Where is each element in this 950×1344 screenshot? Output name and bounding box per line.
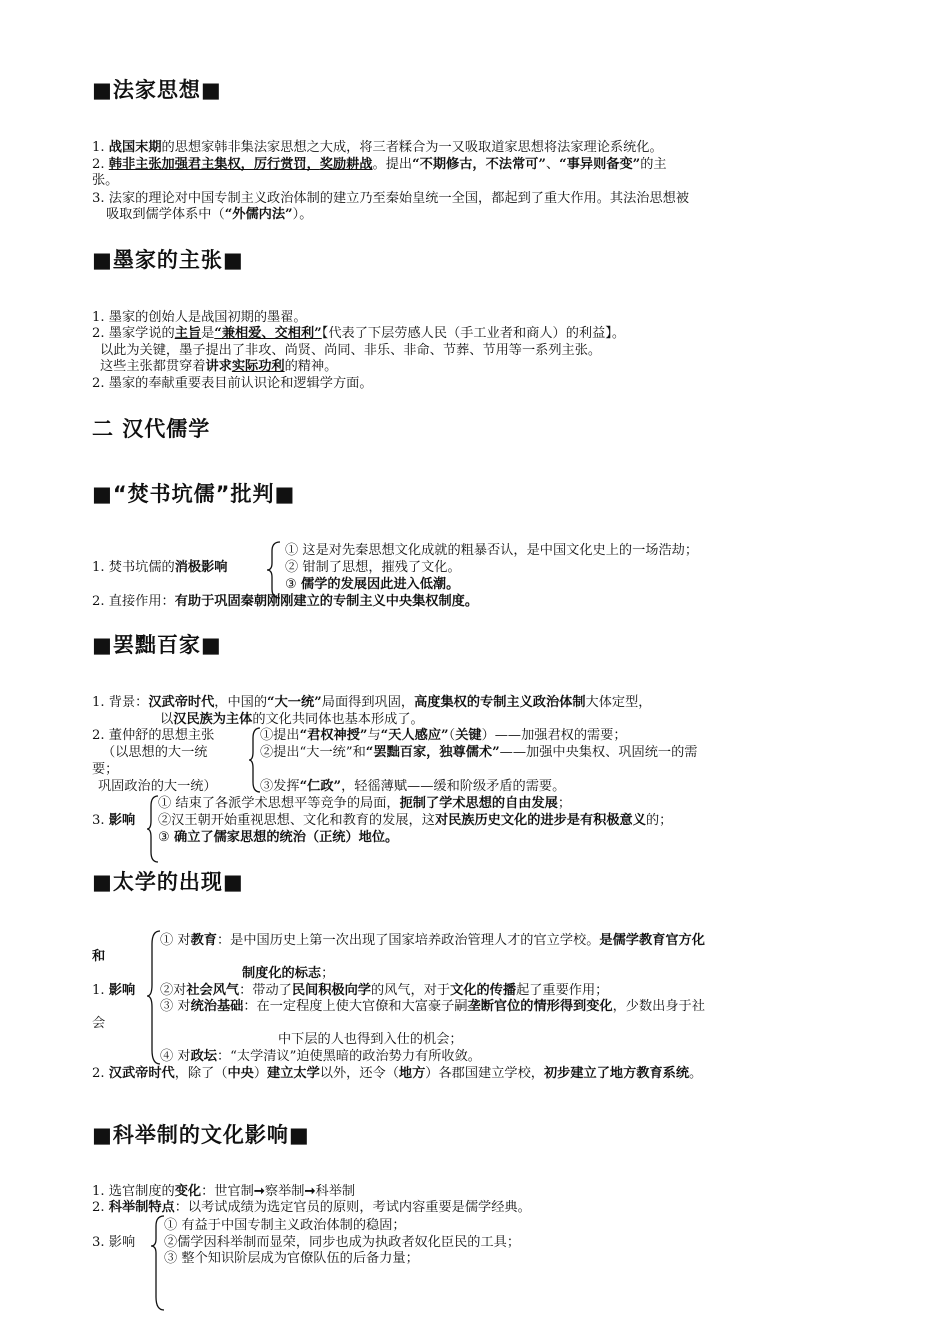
text: ③ 对 — [160, 999, 191, 1014]
text: ：是中国历史上第一次出现了国家培养政治管理人才的官立学校。 — [216, 933, 600, 948]
emphasis: “外儒内法” — [224, 207, 293, 222]
academy-item-1-cont — [242, 965, 334, 982]
text: 1. 背景： — [92, 695, 149, 710]
emphasis: 扼制了学术思想的自由发展 — [399, 796, 558, 811]
influence-lead — [92, 812, 135, 829]
list-number: 3. — [92, 191, 109, 206]
text: ：以考试成绩为选定官员的原则，考试内容重要是儒学经典。 — [174, 1200, 531, 1215]
dong-item-2 — [260, 744, 697, 761]
text: （ — [448, 728, 456, 743]
text: ； — [557, 796, 572, 811]
book-burning-item-3 — [285, 576, 459, 593]
text: ②汉王朝开始重视思想、文化和教育的发展，这 — [158, 813, 435, 828]
emphasis: 垄断官位的情形得到变化 — [467, 999, 613, 1014]
text: 法家的理论对中国专制主义政治体制的建立乃至秦始皇统一全国，都起到了重大作用。其法治思想被 — [108, 191, 690, 206]
text: 起了重要作用； — [516, 983, 609, 998]
book-burning-item-2: ② 钳制了思想，摧残了文化。 — [285, 560, 461, 575]
book-burning-item-1: ① 这是对先秦思想文化成就的粗暴否认，是中国文化史上的一场浩劫； — [285, 543, 699, 558]
exam-item-1: ① 有益于中国专制主义政治体制的稳固； — [164, 1218, 406, 1233]
text: ③ — [285, 577, 302, 592]
influence-item-2 — [158, 812, 672, 829]
section-heading-imperial-exam: ■科举制的文化影响■ — [92, 1123, 310, 1147]
text: 局面得到巩固， — [321, 695, 415, 710]
emphasis: 社会风气 — [186, 983, 240, 998]
text: 3. — [92, 813, 109, 828]
text: 2. 直接作用： — [92, 594, 175, 609]
text: ④ 对 — [160, 1049, 191, 1064]
mohism-line-4 — [100, 358, 337, 375]
text: ：世官制 — [201, 1184, 254, 1199]
text: ：带动了 — [239, 983, 292, 998]
emphasis: 教育 — [190, 933, 217, 948]
text: ，少数出身于社 — [612, 999, 705, 1014]
emphasis: 对民族历史文化的进步是有积极意义 — [434, 813, 646, 828]
academy-item-2 — [160, 982, 608, 999]
text: 科举制 — [315, 1184, 356, 1199]
text: 。 — [689, 1066, 703, 1081]
text: 的文化共同体也基本形成了。 — [252, 712, 424, 727]
text: 大体定型， — [585, 695, 652, 710]
mohism-line-5: 2. 墨家的奉献重要表目前认识论和逻辑学方面。 — [92, 376, 373, 391]
academy-item-4 — [160, 1048, 481, 1065]
emphasis: 中央 — [227, 1066, 254, 1081]
arrow-right-icon: ➞ — [253, 1184, 265, 1199]
section-heading-book-burning: ■“焚书坑儒”批判■ — [92, 482, 296, 506]
text: 1. — [92, 983, 109, 998]
text: 的； — [645, 813, 673, 828]
text: 的思想家韩非集法家思想之大成，将三者糅合为一又吸取道家思想将法家理论系统化。 — [161, 140, 663, 155]
text: 的主 — [640, 157, 667, 172]
emphasis: 建立太学 — [267, 1066, 320, 1081]
text: ③ — [158, 830, 175, 845]
text: ）各郡国建立学校， — [425, 1066, 544, 1081]
mohism-line-2 — [92, 325, 625, 342]
list-number: 1. — [92, 140, 109, 155]
dong-side-3: 巩固政治的大一统） — [98, 779, 217, 794]
emphasis: 民间积极向学 — [291, 983, 371, 998]
text: 2. — [92, 1066, 109, 1081]
legalism-line-1 — [92, 139, 663, 156]
dong-lead: 2. 董仲舒的思想主张 — [92, 728, 215, 743]
bg-line-1-cont — [160, 711, 424, 728]
dong-side-1: （以思想的大一统 — [102, 745, 208, 760]
arrow-right-icon: ➞ — [304, 1184, 316, 1199]
emphasis: 儒学的发展因此进入低潮。 — [301, 577, 460, 592]
chapter-title: 二 汉代儒学 — [92, 417, 211, 441]
emphasis: 汉武帝时代 — [148, 695, 215, 710]
text: ① 结束了各派学术思想平等竞争的局面， — [158, 796, 400, 811]
text: ） — [253, 1066, 268, 1081]
text: ②提出“大一统”和 — [260, 745, 366, 760]
text: 、 — [545, 157, 560, 172]
text: ：在一定程度上使大官僚和大富豪子嗣 — [243, 999, 468, 1014]
academy-item-1 — [160, 932, 705, 949]
text: ①提出 — [260, 728, 300, 743]
text: 是 — [201, 326, 215, 341]
emphasis: 统治基础 — [190, 999, 244, 1014]
brace-icon — [266, 541, 282, 599]
text: 的精神。 — [284, 359, 338, 374]
academy-item-3-wrap: 会 — [92, 1016, 106, 1031]
text: 吸取到儒学体系中（ — [106, 207, 225, 222]
mohism-line-3: 以此为关键，墨子提出了非攻、尚贤、尚同、非乐、非命、节葬、节用等一系列主张。 — [100, 343, 602, 358]
emphasis: 主旨 — [174, 326, 202, 341]
text: ——加强中央集权、巩固统一的需 — [499, 745, 698, 760]
dong-side-2: 要； — [92, 762, 119, 777]
dong-item-1 — [260, 727, 627, 744]
emphasis: “君权神授” — [299, 728, 368, 743]
influence-item-3 — [158, 829, 398, 846]
emphasis: 讲求 — [205, 359, 232, 374]
text: 1. 选官制度的 — [92, 1184, 175, 1199]
exam-item-2: ②儒学因科举制而显荣，同步也成为执政者奴化臣民的工具； — [164, 1235, 521, 1250]
text: ，轻徭薄赋——缓和阶级矛盾的需要。 — [341, 779, 566, 794]
exam-line-2 — [92, 1199, 531, 1216]
legalism-line-2 — [92, 156, 667, 173]
text: 与 — [367, 728, 381, 743]
text: 。提出 — [372, 157, 413, 172]
mohism-line-1: 1. 墨家的创始人是战国初期的墨翟。 — [92, 310, 307, 325]
emphasis: 是儒学教育官方化 — [599, 933, 705, 948]
emphasis: 高度集权的专制主义政治体制 — [414, 695, 586, 710]
emphasis: 确立了儒家思想的统治（正统）地位。 — [174, 830, 399, 845]
emphasis: 汉武帝时代 — [108, 1066, 175, 1081]
academy-item-3-cont: 中下层的人也得到入仕的机会； — [278, 1032, 463, 1047]
section-heading-mohism: ■墨家的主张■ — [92, 248, 244, 272]
text: 察举制 — [264, 1184, 305, 1199]
text: 1. 焚书坑儒的 — [92, 560, 175, 575]
emphasis: 消极影响 — [174, 560, 228, 575]
text: 【代表了下层劳感人民（手工业者和商人）的利益】。 — [321, 326, 626, 341]
book-burning-line-2 — [92, 593, 478, 610]
text: 2. — [92, 1200, 109, 1215]
emphasis: 地方 — [398, 1066, 426, 1081]
emphasis: 变化 — [174, 1184, 202, 1199]
emphasis: 有助于巩固秦朝刚刚建立的专制主义中央集权制度。 — [174, 594, 479, 609]
academy-item-3 — [160, 998, 705, 1015]
legalism-line-3-cont — [106, 206, 312, 223]
text: 的风气，对于 — [371, 983, 451, 998]
emphasis: “兼相爱、交相利” — [214, 326, 322, 341]
emphasis: 影响 — [108, 813, 136, 828]
exam-lead: 3. 影响 — [92, 1235, 136, 1250]
emphasis: 文化的传播 — [450, 983, 517, 998]
text: ）。 — [292, 207, 313, 222]
text: 以 — [160, 712, 174, 727]
emphasis: 韩非主张加强君主集权，厉行赏罚， — [108, 157, 320, 172]
bg-line-1 — [92, 694, 651, 711]
emphasis: 政坛 — [190, 1049, 217, 1064]
emphasis: “天人感应” — [380, 728, 449, 743]
list-number: 2. — [92, 157, 109, 172]
emphasis: 制度化的标志 — [242, 966, 322, 981]
academy-lead — [92, 982, 135, 999]
emphasis: 影响 — [108, 983, 136, 998]
legalism-line-3 — [92, 190, 689, 207]
emphasis: “大一统” — [267, 695, 322, 710]
text: ②对 — [160, 983, 187, 998]
academy-line-2 — [92, 1065, 702, 1082]
section-heading-confucianism-only: ■罢黜百家■ — [92, 633, 222, 657]
emphasis: “仁政” — [299, 779, 342, 794]
text: ：“太学清议”迫使黑暗的政治势力有所收敛。 — [216, 1049, 481, 1064]
exam-line-1 — [92, 1183, 355, 1200]
text: ① 对 — [160, 933, 191, 948]
text: 这些主张都贯穿着 — [100, 359, 206, 374]
exam-item-3: ③ 整个知识阶层成为官僚队伍的后备力量； — [164, 1251, 419, 1266]
text: ，中国的 — [214, 695, 268, 710]
section-heading-legalism: ■法家思想■ — [92, 78, 222, 102]
influence-item-1 — [158, 795, 571, 812]
text: ； — [321, 966, 335, 981]
section-heading-imperial-academy: ■太学的出现■ — [92, 870, 244, 894]
legalism-line-2-cont: 张。 — [92, 173, 119, 188]
emphasis: 初步建立了地方教育系统 — [543, 1066, 690, 1081]
dong-item-3 — [260, 778, 565, 795]
text: 2. 墨家学说的 — [92, 326, 175, 341]
emphasis: 实际功利 — [231, 359, 285, 374]
emphasis: “事异则备变” — [559, 157, 641, 172]
academy-item-1-wrap: 和 — [92, 949, 106, 964]
emphasis: 奖励耕战 — [319, 157, 373, 172]
text: 以外，还令（ — [319, 1066, 399, 1081]
emphasis: “不期修古，不法常可” — [412, 157, 546, 172]
book-burning-lead — [92, 559, 227, 576]
emphasis: “罢黜百家，独尊儒术” — [365, 745, 500, 760]
text: ）——加强君权的需要； — [481, 728, 627, 743]
text: ③发挥 — [260, 779, 300, 794]
text: ，除了（ — [174, 1066, 228, 1081]
emphasis: 战国末期 — [108, 140, 162, 155]
emphasis: 汉民族为主体 — [173, 712, 253, 727]
emphasis: 关键 — [455, 728, 482, 743]
emphasis: 科举制特点 — [108, 1200, 175, 1215]
